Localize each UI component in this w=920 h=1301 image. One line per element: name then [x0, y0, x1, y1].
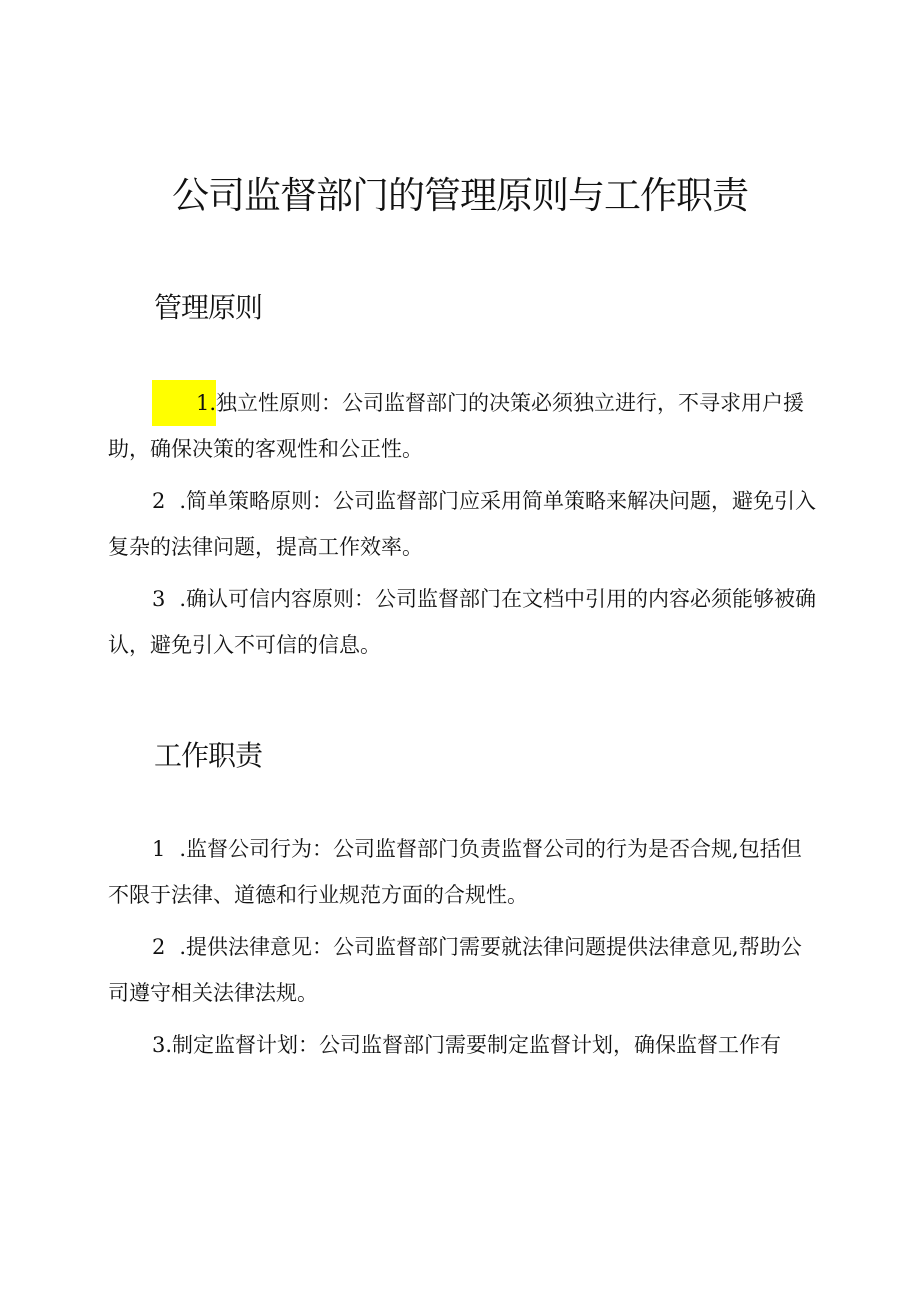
duty-item-2	[108, 924, 820, 1016]
document-title: 公司监督部门的管理原则与工作职责	[172, 174, 748, 217]
duty-item-3	[108, 1022, 820, 1068]
item-number-highlighted: 1.	[152, 380, 216, 426]
duty-item-1	[108, 826, 820, 918]
item-text: .简单策略原则：公司监督部门应采用简单策略来解决问题，避免引入复杂的法律问题，提高工作效率。	[108, 489, 817, 559]
section-heading-duties: 工作职责	[154, 739, 263, 772]
principle-item-3	[108, 576, 820, 668]
item-number: 2	[152, 935, 166, 959]
item-text: 制定监督计划：公司监督部门需要制定监督计划，确保监督工作有	[172, 1033, 782, 1057]
item-text: 独立性原则：公司监督部门的决策必须独立进行，不寻求用户援助，确保决策的客观性和公正性。	[108, 391, 805, 461]
item-text: .提供法律意见：公司监督部门需要就法律问题提供法律意见,帮助公司遵守相关法律法规。	[108, 935, 802, 1005]
section-heading-principles: 管理原则	[154, 291, 263, 324]
principle-item-1	[108, 380, 820, 472]
item-number: 1	[152, 837, 166, 861]
item-number: 3.	[152, 1033, 173, 1057]
item-number: 2	[152, 489, 166, 513]
item-text: .监督公司行为：公司监督部门负责监督公司的行为是否合规,包括但不限于法律、道德和行业规范方面的合规性。	[108, 837, 802, 907]
item-text: .确认可信内容原则：公司监督部门在文档中引用的内容必须能够被确认，避免引入不可信的信息。	[108, 587, 817, 657]
item-number: 3	[152, 587, 166, 611]
principle-item-2	[108, 478, 820, 570]
